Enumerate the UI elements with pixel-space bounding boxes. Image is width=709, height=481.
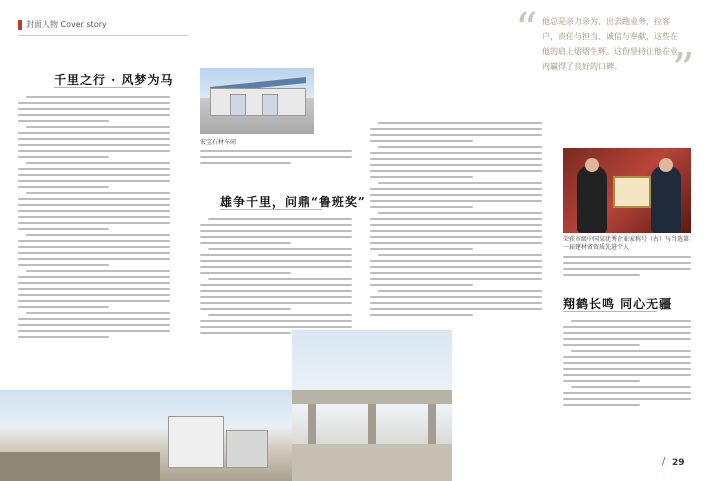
text-line [18, 276, 170, 278]
text-line [26, 234, 170, 236]
text-column-3 [370, 122, 542, 320]
text-line [200, 230, 352, 232]
bridge-photo [292, 330, 452, 481]
text-line [200, 296, 352, 298]
section-heading-2-text: 雄争千里，问鼎“鲁班奖” [220, 195, 366, 209]
text-line [18, 180, 170, 182]
factory-door [262, 94, 278, 116]
text-line [26, 192, 170, 194]
text-line [563, 404, 640, 406]
text-line [571, 386, 691, 388]
text-line [18, 120, 109, 122]
factory-photo [200, 68, 314, 134]
text-column-4 [563, 320, 691, 410]
section-heading-2 [220, 193, 366, 210]
page-number: 29 [672, 458, 685, 468]
text-line [370, 266, 542, 268]
text-line [370, 308, 542, 310]
text-line [370, 170, 542, 172]
office-building [168, 416, 224, 468]
text-line [200, 290, 352, 292]
text-line [18, 258, 170, 260]
text-line [200, 302, 352, 304]
text-line [370, 272, 542, 274]
section-heading-3-text: 翔鹤长鸣 同心无疆 [563, 297, 673, 311]
text-line [563, 374, 691, 376]
text-line [563, 274, 640, 276]
text-line [571, 320, 691, 322]
text-line [563, 338, 691, 340]
text-line [18, 102, 170, 104]
text-line [200, 254, 352, 256]
text-line [26, 126, 170, 128]
text-line [370, 176, 473, 178]
text-line [18, 330, 170, 332]
text-line [18, 240, 170, 242]
bridge-pillar [308, 404, 316, 444]
section-label: 封面人物 [26, 20, 58, 29]
text-line [18, 204, 170, 206]
text-line [370, 194, 542, 196]
heading-1-underline [54, 87, 142, 88]
text-line [370, 224, 542, 226]
text-line [370, 152, 542, 154]
text-line [18, 174, 170, 176]
text-line [370, 248, 473, 250]
text-line [378, 212, 542, 214]
text-line [370, 218, 542, 220]
text-line [563, 356, 691, 358]
text-line [18, 168, 170, 170]
text-line [370, 296, 542, 298]
text-line [26, 270, 170, 272]
text-column-2 [200, 218, 352, 338]
text-column-4-top [563, 256, 691, 280]
text-line [563, 256, 691, 258]
text-line [563, 362, 691, 364]
text-column-2-top [200, 150, 352, 168]
text-line [370, 302, 542, 304]
text-line [208, 314, 352, 316]
quote-close-mark: ” [672, 44, 695, 95]
heading-3-underline [563, 311, 657, 312]
text-line [18, 300, 170, 302]
text-line [18, 222, 170, 224]
text-line [370, 134, 542, 136]
text-line [18, 132, 170, 134]
text-line [563, 380, 640, 382]
text-line [200, 236, 352, 238]
text-line [563, 326, 691, 328]
text-line [18, 264, 109, 266]
text-line [563, 368, 691, 370]
bridge-pillar [428, 404, 436, 444]
text-line [370, 200, 542, 202]
section-label-en: Cover story [60, 20, 107, 29]
bridge-deck [292, 390, 452, 404]
text-line [18, 336, 109, 338]
section-heading-3 [563, 295, 672, 312]
text-line [563, 392, 691, 394]
text-line [200, 308, 291, 310]
text-line [378, 254, 542, 256]
text-line [18, 228, 109, 230]
text-line [18, 252, 170, 254]
text-line [200, 150, 352, 152]
header-accent-bar [18, 20, 22, 30]
text-line [370, 206, 473, 208]
text-line [18, 216, 170, 218]
text-line [370, 242, 542, 244]
text-line [200, 284, 352, 286]
text-line [18, 318, 170, 320]
text-line [18, 210, 170, 212]
person-right-head [659, 158, 673, 172]
text-line [26, 312, 170, 314]
pull-quote: 他总是亲力亲为，出去跑业务，拉客户，责任与担当、诚信与奉献，这些在他的肩上熠熠生辉。这份坚持让他在业内赢得了良好的口碑。 [542, 17, 678, 71]
text-line [563, 268, 691, 270]
text-line [18, 114, 170, 116]
text-line [18, 108, 170, 110]
text-line [26, 162, 170, 164]
text-line [370, 158, 542, 160]
text-line [26, 96, 170, 98]
text-line [571, 350, 691, 352]
factory-door [230, 94, 246, 116]
campus-photo [0, 390, 292, 481]
text-line [563, 332, 691, 334]
award-plaque [613, 176, 651, 208]
text-line [18, 138, 170, 140]
text-line [200, 326, 352, 328]
text-line [370, 164, 542, 166]
text-line [370, 284, 473, 286]
text-line [378, 146, 542, 148]
text-line [18, 198, 170, 200]
text-line [18, 144, 170, 146]
text-line [208, 218, 352, 220]
page-number-slash: / [662, 456, 666, 467]
text-line [208, 278, 352, 280]
ground [0, 452, 160, 481]
text-line [18, 156, 109, 158]
text-line [370, 236, 542, 238]
text-line [18, 294, 170, 296]
text-line [563, 344, 640, 346]
text-line [200, 332, 291, 334]
award-photo [563, 148, 691, 233]
bridge-pillar [368, 404, 376, 444]
bridge-ground [292, 444, 452, 481]
text-line [378, 290, 542, 292]
section-heading-1-text: 千里之行 · 风梦为马 [54, 73, 174, 87]
text-line [18, 306, 109, 308]
person-left-head [585, 158, 599, 172]
person-left [577, 166, 607, 233]
award-photo-caption: 荣获市级中国某优秀企业家称号（右）与当选第一届建材省资质先进个人 [563, 236, 690, 251]
text-line [200, 266, 352, 268]
text-line [563, 262, 691, 264]
text-line [200, 156, 352, 158]
text-line [18, 150, 170, 152]
text-line [18, 288, 170, 290]
heading-2-underline [220, 209, 322, 210]
text-line [200, 260, 352, 262]
text-line [18, 324, 170, 326]
text-line [370, 128, 542, 130]
text-column-1 [18, 96, 170, 342]
text-line [200, 162, 291, 164]
text-line [370, 260, 542, 262]
text-line [200, 272, 291, 274]
text-line [370, 140, 473, 142]
text-line [18, 282, 170, 284]
factory-photo-caption: 宏宝石材车间 [200, 139, 237, 146]
text-line [200, 320, 352, 322]
text-line [200, 224, 352, 226]
text-line [208, 248, 352, 250]
text-line [18, 186, 109, 188]
text-line [200, 242, 291, 244]
quote-open-mark: “ [515, 4, 538, 55]
text-line [18, 246, 170, 248]
person-right [651, 166, 681, 233]
side-building [226, 430, 268, 468]
text-line [370, 278, 542, 280]
text-line [378, 122, 542, 124]
text-line [370, 314, 473, 316]
text-line [378, 182, 542, 184]
section-header [26, 19, 107, 30]
text-line [563, 398, 691, 400]
section-heading-1 [54, 71, 174, 88]
header-divider [18, 35, 188, 36]
text-line [370, 230, 542, 232]
text-line [370, 188, 542, 190]
factory-building [210, 88, 306, 116]
